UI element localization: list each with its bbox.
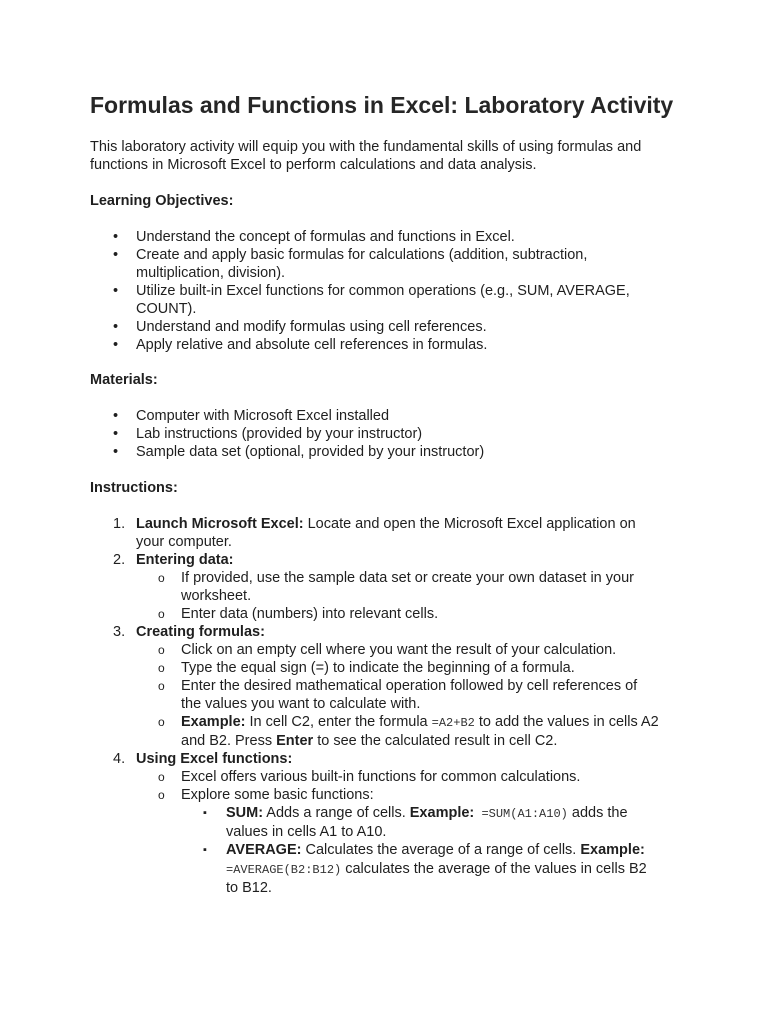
step-number: 3. [113, 624, 126, 640]
bullet-marker: • [113, 229, 119, 245]
bullet-marker: • [113, 444, 119, 460]
circle-marker: o [158, 788, 165, 802]
circle-marker: o [158, 571, 165, 585]
enter-key-label: Enter [276, 733, 314, 749]
list-item: • Computer with Microsoft Excel installed [113, 408, 390, 424]
sub-item: o Click on an empty cell where you want the result of your calculation. [158, 642, 617, 658]
step-4: 4. Using Excel functions: [113, 751, 293, 767]
list-item: • Understand the concept of formulas and functions in Excel. [113, 229, 515, 245]
sub-item: o Explore some basic functions: [158, 787, 374, 803]
circle-marker: o [158, 661, 165, 675]
formula-code: =SUM(A1:A10) [474, 807, 568, 821]
square-marker: ▪ [203, 807, 207, 819]
sub-item: o Enter the desired mathematical operation followed by cell references of the values you want to calculate with. [158, 678, 638, 712]
objectives-list [0, 228, 768, 354]
bullet-marker: • [113, 247, 119, 263]
materials-list [0, 407, 768, 461]
page-title: Formulas and Functions in Excel: Laboratory Activity [90, 92, 674, 118]
bullet-marker: • [113, 408, 119, 424]
step-number: 4. [113, 751, 126, 767]
bullet-marker: • [113, 319, 119, 335]
sub-item: o Excel offers various built-in functions for common calculations. [158, 769, 581, 785]
sub-item: o Type the equal sign (=) to indicate the beginning of a formula. [158, 660, 575, 676]
bullet-marker: • [113, 283, 119, 299]
square-marker: ▪ [203, 844, 207, 856]
intro-paragraph: This laboratory activity will equip you with the fundamental skills of using formulas and functions in Microsoft Excel to perform calculations and data analysis. [90, 139, 642, 173]
objectives-heading: Learning Objectives: [90, 193, 234, 209]
instructions-heading: Instructions: [90, 480, 178, 496]
step-number: 1. [113, 516, 126, 532]
bullet-marker: • [113, 426, 119, 442]
sub-item: o If provided, use the sample data set or create your own dataset in your worksheet. [158, 570, 634, 604]
formula-code: =A2+B2 [431, 716, 475, 730]
list-item: • Utilize built-in Excel functions for common operations (e.g., SUM, AVERAGE, COUNT). [113, 283, 630, 317]
circle-marker: o [158, 643, 165, 657]
sub-item: o Enter data (numbers) into relevant cells. [158, 606, 439, 622]
function-sum: ▪ SUM: Adds a range of cells. Example: =SUM(A1:A10) adds the values in cells A1 to A10. [203, 805, 628, 840]
step-3: 3. Creating formulas: [113, 624, 265, 640]
list-item: • Lab instructions (provided by your instructor) [113, 426, 423, 442]
list-item: • Create and apply basic formulas for calculations (addition, subtraction, multiplication, division). [113, 247, 588, 281]
bullet-marker: • [113, 337, 119, 353]
formula-code: =AVERAGE(B2:B12) [226, 863, 342, 877]
example-item: o Example: In cell C2, enter the formula =A2+B2 to add the values in cells A2 and B2. Press Enter to see the calculated result in cell C2. [158, 714, 659, 749]
materials-heading: Materials: [90, 372, 158, 388]
circle-marker: o [158, 607, 165, 621]
circle-marker: o [158, 715, 165, 729]
instructions-list [0, 515, 768, 897]
circle-marker: o [158, 679, 165, 693]
list-item: • Sample data set (optional, provided by your instructor) [113, 444, 485, 460]
circle-marker: o [158, 770, 165, 784]
step-number: 2. [113, 552, 126, 568]
list-item: • Apply relative and absolute cell references in formulas. [113, 337, 488, 353]
function-average: ▪ AVERAGE: Calculates the average of a range of cells. Example: =AVERAGE(B2:B12) calculates the average of the values in cells B2 to B12. [203, 842, 647, 896]
step-1: 1. Launch Microsoft Excel: Locate and open the Microsoft Excel application on your computer. [113, 516, 636, 550]
step-2: 2. Entering data: [113, 552, 234, 568]
list-item: • Understand and modify formulas using cell references. [113, 319, 487, 335]
